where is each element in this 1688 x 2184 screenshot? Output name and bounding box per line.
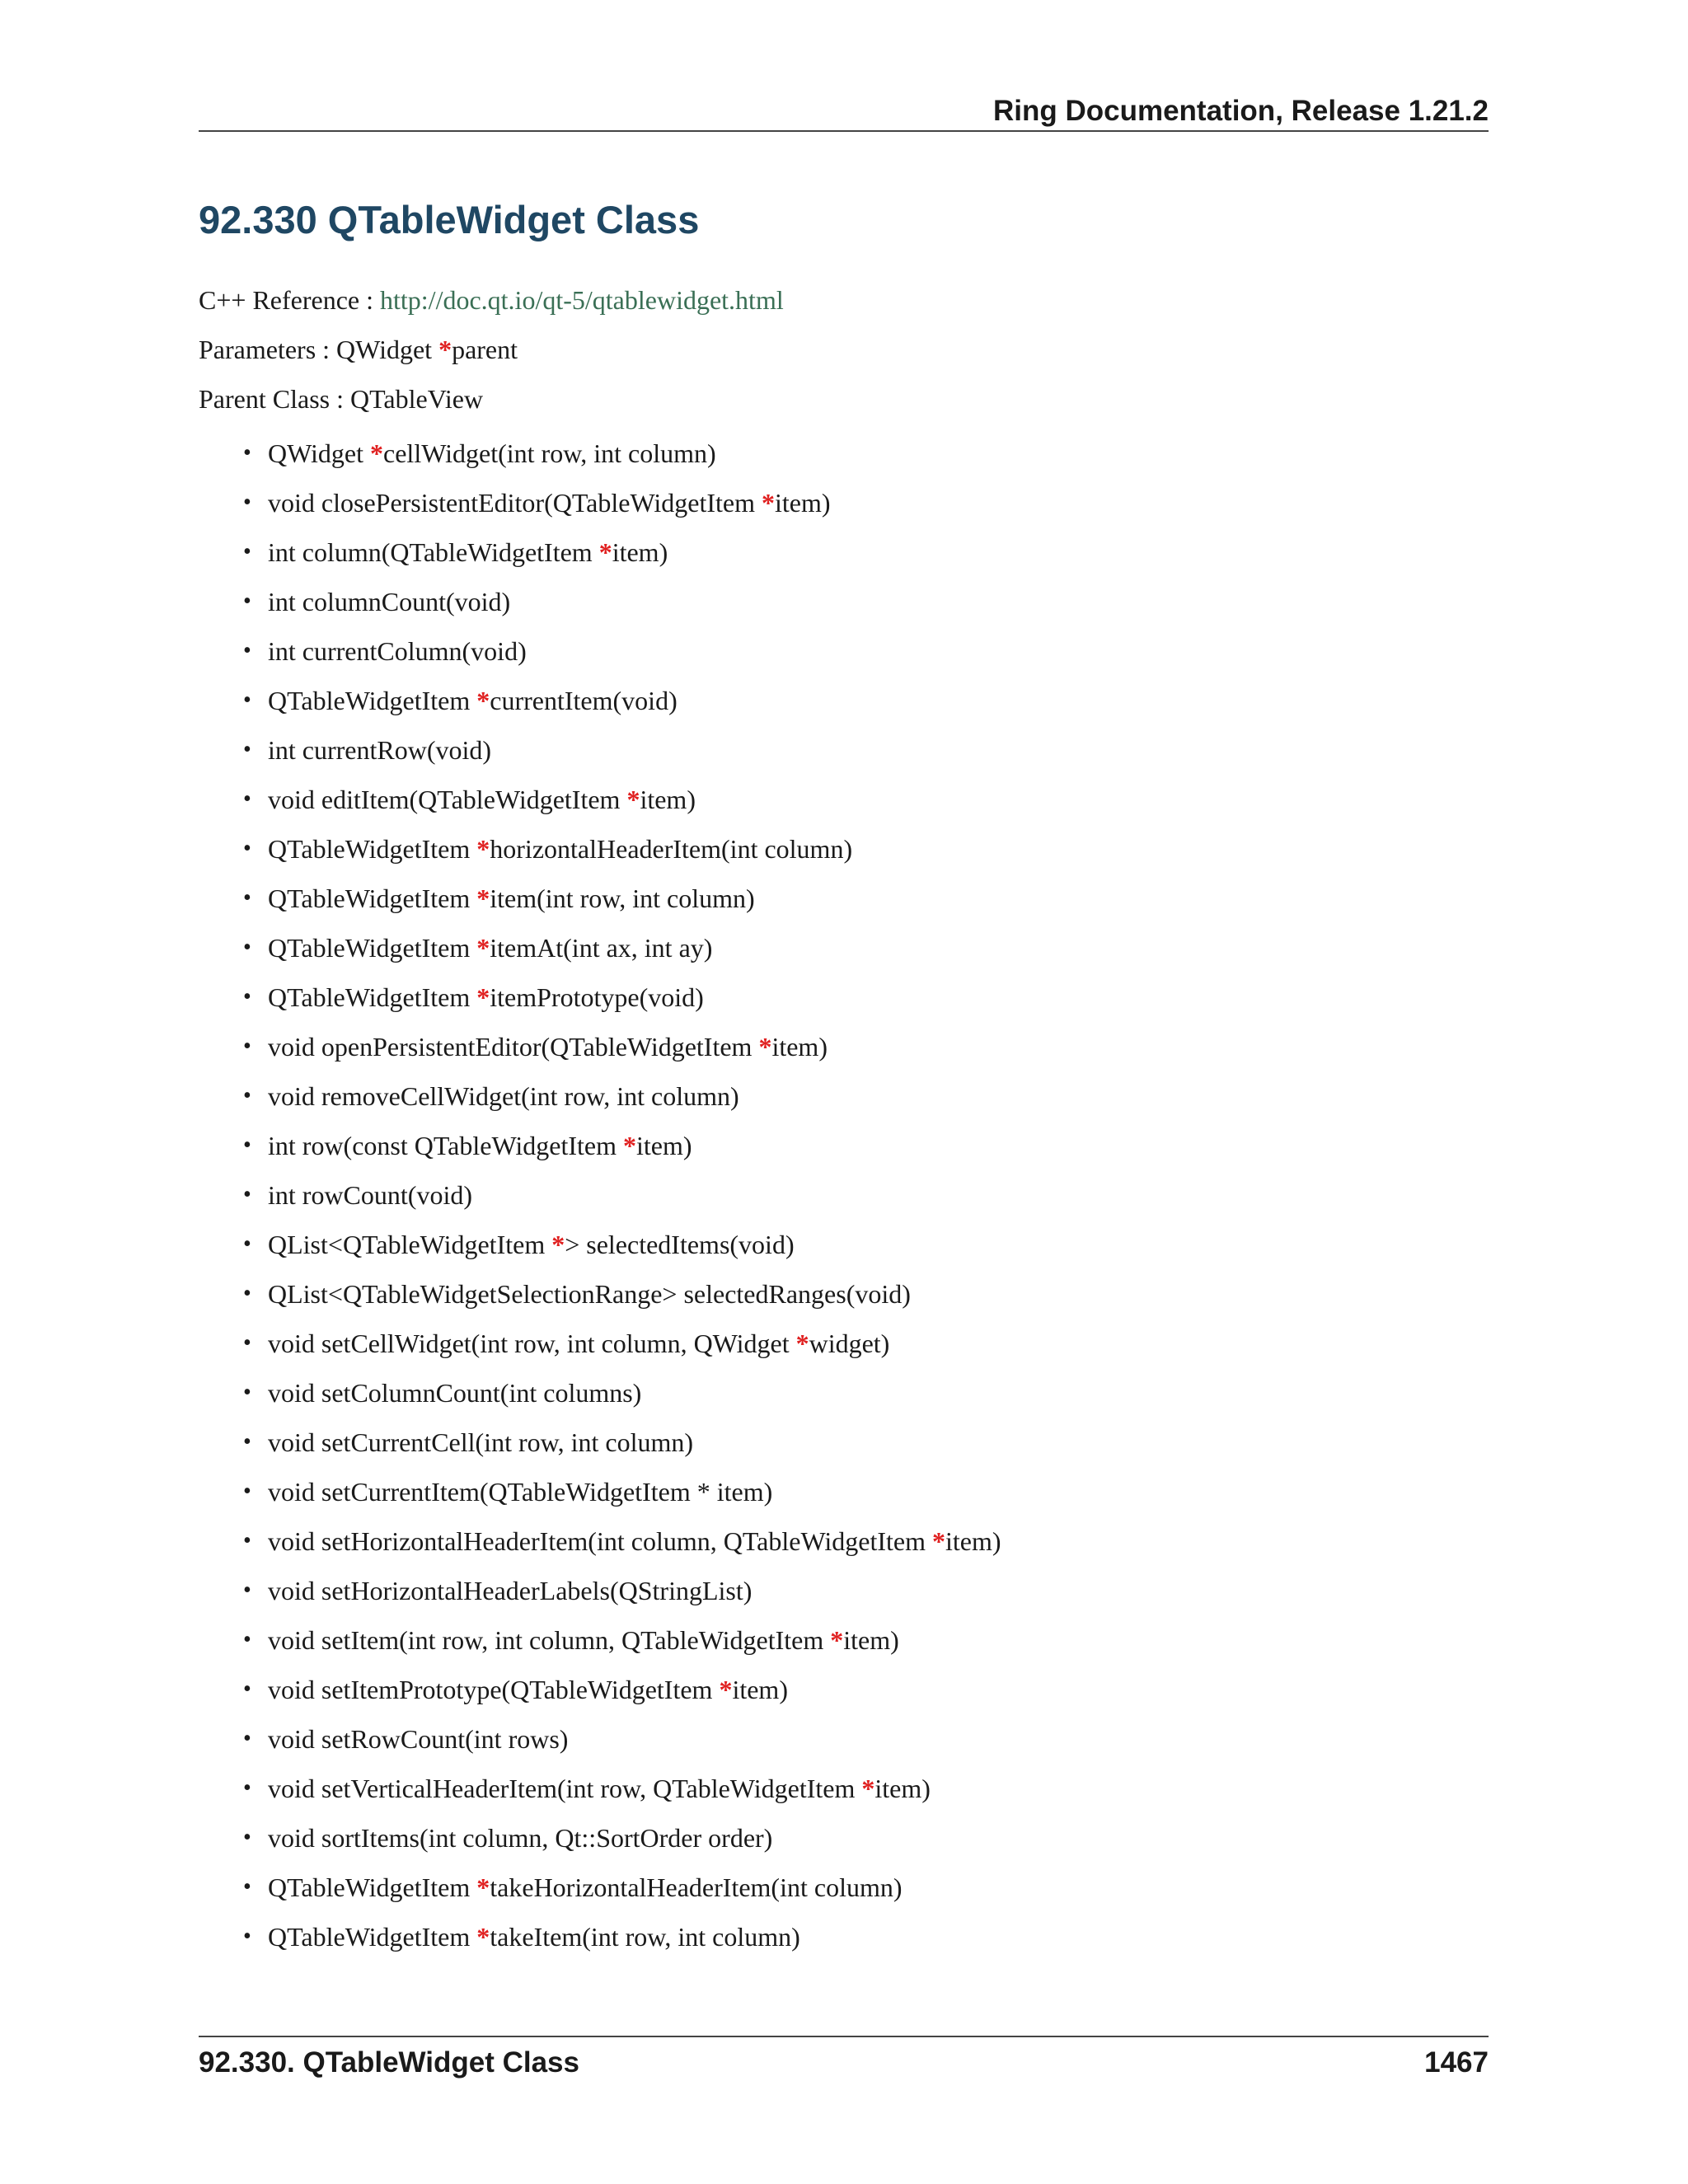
method-item bbox=[199, 1373, 1001, 1422]
bullet-icon: • bbox=[243, 1479, 251, 1504]
method-signature: void setHorizontalHeaderItem(int column, QTableWidgetItem *item) bbox=[268, 1526, 1001, 1556]
method-signature: int currentColumn(void) bbox=[268, 636, 527, 666]
pointer-star: * bbox=[761, 488, 775, 518]
bullet-icon: • bbox=[243, 1033, 251, 1059]
method-signature: void closePersistentEditor(QTableWidgetItem *item) bbox=[268, 488, 831, 518]
method-item bbox=[199, 1175, 1001, 1225]
method-item bbox=[199, 1868, 1001, 1917]
method-item bbox=[199, 1126, 1001, 1175]
pointer-star: * bbox=[623, 1131, 637, 1160]
method-signature: QTableWidgetItem *currentItem(void) bbox=[268, 686, 678, 715]
bullet-icon: • bbox=[243, 786, 251, 812]
method-signature: int row(const QTableWidgetItem *item) bbox=[268, 1131, 692, 1160]
method-signature: QList<QTableWidgetSelectionRange> selectedRanges(void) bbox=[268, 1279, 911, 1309]
method-signature: QList<QTableWidgetItem *> selectedItems(void) bbox=[268, 1230, 795, 1259]
method-signature: int column(QTableWidgetItem *item) bbox=[268, 537, 668, 567]
pointer-star: * bbox=[626, 785, 640, 814]
method-item bbox=[199, 879, 1001, 928]
bullet-icon: • bbox=[243, 440, 251, 466]
method-signature: QTableWidgetItem *itemPrototype(void) bbox=[268, 982, 704, 1012]
pointer-star: * bbox=[476, 834, 490, 864]
bullet-icon: • bbox=[243, 1627, 251, 1652]
pointer-star: * bbox=[758, 1032, 772, 1062]
bullet-icon: • bbox=[243, 1380, 251, 1405]
bullet-icon: • bbox=[243, 588, 251, 614]
method-signature: void editItem(QTableWidgetItem *item) bbox=[268, 785, 696, 814]
method-item bbox=[199, 1719, 1001, 1769]
method-item bbox=[199, 977, 1001, 1027]
method-signature: void sortItems(int column, Qt::SortOrder order) bbox=[268, 1823, 773, 1853]
bullet-icon: • bbox=[243, 1182, 251, 1207]
pointer-star: * bbox=[861, 1774, 875, 1803]
pointer-star: * bbox=[719, 1675, 733, 1704]
method-item bbox=[199, 1620, 1001, 1670]
bullet-icon: • bbox=[243, 1874, 251, 1900]
pointer-star: * bbox=[551, 1230, 565, 1259]
bullet-icon: • bbox=[243, 737, 251, 762]
bullet-icon: • bbox=[243, 1577, 251, 1603]
pointer-star: * bbox=[476, 1872, 490, 1902]
bullet-icon: • bbox=[243, 1775, 251, 1801]
method-item bbox=[199, 829, 1001, 879]
parent-class-value: QTableView bbox=[349, 384, 484, 414]
bullet-icon: • bbox=[243, 490, 251, 515]
bullet-icon: • bbox=[243, 1676, 251, 1702]
page-footer bbox=[199, 2036, 1489, 2083]
bullet-icon: • bbox=[243, 1825, 251, 1850]
bullet-icon: • bbox=[243, 1231, 251, 1257]
method-item bbox=[199, 1422, 1001, 1472]
method-item bbox=[199, 631, 1001, 681]
page-number: 1467 bbox=[1424, 2046, 1489, 2079]
method-signature: void openPersistentEditor(QTableWidgetItem *item) bbox=[268, 1032, 828, 1062]
parent-class-line bbox=[199, 382, 483, 415]
method-item bbox=[199, 1670, 1001, 1719]
pointer-star: * bbox=[438, 335, 452, 364]
method-signature: int columnCount(void) bbox=[268, 587, 511, 616]
method-item bbox=[199, 434, 1001, 483]
method-signature: QTableWidgetItem *itemAt(int ax, int ay) bbox=[268, 933, 713, 963]
cpp-reference-link[interactable]: http://doc.qt.io/qt-5/qtablewidget.html bbox=[380, 285, 784, 315]
pointer-star: * bbox=[370, 438, 384, 468]
method-signature: QWidget *cellWidget(int row, int column) bbox=[268, 438, 716, 468]
bullet-icon: • bbox=[243, 539, 251, 565]
method-signature: QTableWidgetItem *takeHorizontalHeaderItem(int column) bbox=[268, 1872, 903, 1902]
method-item bbox=[199, 1027, 1001, 1076]
method-item bbox=[199, 780, 1001, 829]
method-signature: QTableWidgetItem *horizontalHeaderItem(int column) bbox=[268, 834, 853, 864]
method-signature: void setColumnCount(int columns) bbox=[268, 1378, 642, 1408]
pointer-star: * bbox=[795, 1329, 809, 1358]
pointer-star: * bbox=[830, 1625, 844, 1655]
method-item bbox=[199, 1818, 1001, 1868]
parameters-line bbox=[199, 333, 518, 366]
page-header bbox=[199, 92, 1489, 132]
method-item bbox=[199, 1324, 1001, 1373]
method-item bbox=[199, 532, 1001, 582]
pointer-star: * bbox=[931, 1526, 945, 1556]
bullet-icon: • bbox=[243, 1528, 251, 1554]
bullet-icon: • bbox=[243, 1429, 251, 1455]
method-list bbox=[199, 434, 1001, 1966]
method-item bbox=[199, 928, 1001, 977]
method-signature: int rowCount(void) bbox=[268, 1180, 472, 1210]
parameters-value: QWidget *parent bbox=[336, 335, 518, 364]
method-signature: void setCurrentItem(QTableWidgetItem * item) bbox=[268, 1477, 773, 1507]
method-item bbox=[199, 1225, 1001, 1274]
method-item bbox=[199, 1521, 1001, 1571]
pointer-star: * bbox=[476, 883, 490, 913]
method-item bbox=[199, 681, 1001, 730]
method-signature: void removeCellWidget(int row, int column) bbox=[268, 1081, 739, 1111]
bullet-icon: • bbox=[243, 1083, 251, 1108]
method-item bbox=[199, 1571, 1001, 1620]
parent-class-label: Parent Class : bbox=[199, 384, 350, 414]
bullet-icon: • bbox=[243, 1281, 251, 1306]
cpp-reference-line bbox=[199, 284, 784, 316]
method-signature: void setRowCount(int rows) bbox=[268, 1724, 569, 1754]
bullet-icon: • bbox=[243, 935, 251, 960]
bullet-icon: • bbox=[243, 1726, 251, 1751]
bullet-icon: • bbox=[243, 638, 251, 663]
method-signature: void setCellWidget(int row, int column, QWidget *widget) bbox=[268, 1329, 890, 1358]
method-signature: void setItemPrototype(QTableWidgetItem *item) bbox=[268, 1675, 788, 1704]
method-signature: void setHorizontalHeaderLabels(QStringList) bbox=[268, 1576, 753, 1605]
method-item bbox=[199, 483, 1001, 532]
method-signature: void setItem(int row, int column, QTableWidgetItem *item) bbox=[268, 1625, 899, 1655]
section-title: 92.330 QTableWidget Class bbox=[199, 198, 700, 241]
bullet-icon: • bbox=[243, 836, 251, 861]
method-item bbox=[199, 1472, 1001, 1521]
method-signature: void setVerticalHeaderItem(int row, QTableWidgetItem *item) bbox=[268, 1774, 931, 1803]
pointer-star: * bbox=[476, 686, 490, 715]
method-item bbox=[199, 582, 1001, 631]
method-signature: QTableWidgetItem *item(int row, int column) bbox=[268, 883, 755, 913]
bullet-icon: • bbox=[243, 885, 251, 911]
running-title: Ring Documentation, Release 1.21.2 bbox=[992, 95, 1489, 127]
method-item bbox=[199, 1076, 1001, 1126]
pointer-star: * bbox=[476, 933, 490, 963]
bullet-icon: • bbox=[243, 1330, 251, 1356]
cpp-reference-label: C++ Reference : bbox=[199, 285, 380, 315]
bullet-icon: • bbox=[243, 1132, 251, 1158]
bullet-icon: • bbox=[243, 984, 251, 1010]
pointer-star: * bbox=[476, 982, 490, 1012]
parameters-label: Parameters : bbox=[199, 335, 337, 364]
method-item bbox=[199, 1917, 1001, 1966]
method-item bbox=[199, 1274, 1001, 1324]
method-item bbox=[199, 730, 1001, 780]
pointer-star: * bbox=[598, 537, 612, 567]
method-item bbox=[199, 1769, 1001, 1818]
method-signature: int currentRow(void) bbox=[268, 735, 492, 765]
footer-section-ref: 92.330. QTableWidget Class bbox=[199, 2046, 579, 2079]
method-signature: void setCurrentCell(int row, int column) bbox=[268, 1427, 694, 1457]
pointer-star: * bbox=[476, 1922, 490, 1952]
bullet-icon: • bbox=[243, 687, 251, 713]
bullet-icon: • bbox=[243, 1924, 251, 1949]
method-signature: QTableWidgetItem *takeItem(int row, int column) bbox=[268, 1922, 800, 1952]
